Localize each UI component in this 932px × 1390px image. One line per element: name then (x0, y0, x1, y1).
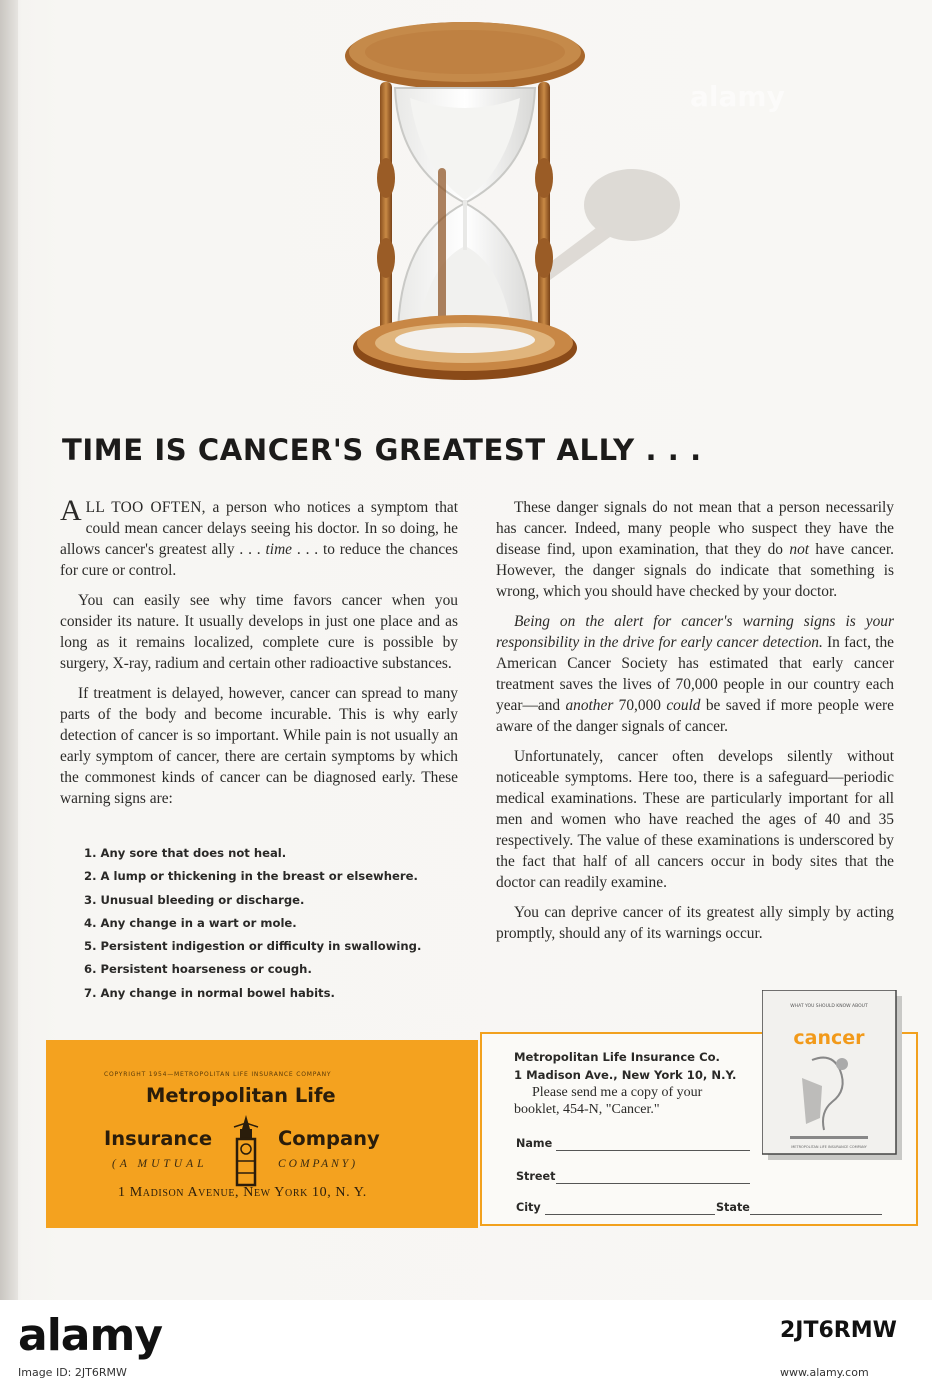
warning-sign: 1. Any sore that does not heal. (84, 846, 287, 860)
drop-cap: A (60, 494, 82, 527)
warning-sign: 6. Persistent hoarseness or cough. (84, 962, 312, 977)
booklet-publisher: METROPOLITAN LIFE INSURANCE COMPANY (791, 1145, 867, 1149)
state-field[interactable] (750, 1214, 882, 1215)
street-field-label: Street (516, 1170, 556, 1183)
warning-sign: 4. Any change in a wart or mole. (84, 915, 297, 930)
warning-sign: 3. Unusual bleeding or discharge. (84, 892, 305, 907)
warning-sign: 5. Persistent indigestion or difficulty in swallowing. (84, 939, 422, 954)
warning-signs-list (84, 846, 484, 1009)
intro-paragraph: ALL TOO OFTEN, a person who notices a symptom that could mean cancer delays seeing his doctor. In so doing, he allows cancer's greatest ally . . . time . . . to reduce the chances for cure or control. (60, 494, 459, 579)
stock-info-site: www.alamy.com (780, 1366, 869, 1379)
examinations-paragraph: Unfortunately, cancer often develops silently without noticeable symptoms. Here too, there is a safeguard—periodic medical examinations. These are particularly important for all men and women who have reached the ages of 40 and 35 respectively. The value of these examinations is underscored by the fact that half of all cancers occur in body sites that the doctor can readily examine. (496, 748, 894, 891)
treatment-paragraph: If treatment is delayed, however, cancer can spread to many parts of the body and become incurable. This is why early detection of cancer is so important. While pain is not usually an early symptom of cancer, there are certain symptoms by which the commonest kinds of cancer can be diagnosed early. These warning signs are: (60, 685, 458, 807)
hourglass-illustration (340, 18, 590, 386)
coupon-request-line1: Please send me a copy of your (532, 1085, 703, 1100)
right-text-column (496, 497, 894, 953)
coupon-request-line2: booklet, 454-N, "Cancer." (514, 1102, 660, 1117)
stock-image-id: 2JT6RMW (780, 1318, 897, 1343)
mutual-label-right: COMPANY) (278, 1158, 359, 1170)
warning-sign: 7. Any change in normal bowel habits. (84, 985, 335, 1000)
stock-info-line (18, 1366, 869, 1379)
cancer-booklet-illustration (762, 990, 902, 1160)
coupon-address: 1 Madison Ave., New York 10, N.Y. (514, 1068, 737, 1082)
alamy-logo: alamy (18, 1310, 162, 1361)
nature-paragraph: You can easily see why time favors cancer when you consider its nature. It usually develops in just one place and as long as it remains localized, complete cure is possible by surgery, X-ray, radium and certain other radioactive substances. (60, 592, 458, 672)
stock-info-id: Image ID: 2JT6RMW (18, 1366, 127, 1379)
watermark-top: alamy (690, 80, 785, 113)
booklet-top-text: WHAT YOU SHOULD KNOW ABOUT (790, 1004, 868, 1009)
alert-paragraph: Being on the alert for cancer's warning signs is your responsibility in the drive for early cancer detection. In fact, the American Cancer Society has estimated that early cancer treatment saves the lives of 70,000 people in our country each year—and another 70,000 could be saved if more people were aware of the danger signals of cancer. (496, 613, 895, 735)
company-insurance-word: Insurance (104, 1127, 213, 1150)
company-company-word: Company (278, 1127, 380, 1150)
left-text-column (60, 494, 459, 818)
danger-signals-paragraph: These danger signals do not mean that a person necessarily has cancer. Indeed, many people who suspect they have the disease find, upon examination, that they do not have cancer. However, the danger signals do indicate that something is wrong, which you should have checked by your doctor. (496, 499, 894, 600)
warning-sign: 2. A lump or thickening in the breast or elsewhere. (84, 869, 418, 884)
street-field[interactable] (556, 1183, 750, 1184)
state-field-label: State (716, 1201, 750, 1214)
booklet-title: cancer (793, 1027, 865, 1049)
copyright-line: COPYRIGHT 1954—METROPOLITAN LIFE INSURANCE COMPANY (104, 1071, 332, 1078)
headline: TIME IS CANCER'S GREATEST ALLY . . . (62, 433, 702, 467)
closing-paragraph: You can deprive cancer of its greatest ally simply by acting promptly, should any of its warnings occur. (496, 904, 894, 942)
mutual-label-left: (A MUTUAL (112, 1158, 208, 1170)
city-field-label: City (516, 1201, 541, 1214)
tower-logo-icon (228, 1115, 264, 1187)
name-field-label: Name (516, 1137, 553, 1150)
company-name: Metropolitan Life (146, 1084, 336, 1107)
city-field[interactable] (545, 1214, 715, 1215)
company-address: 1 Madison Avenue, New York 10, N. Y. (118, 1185, 367, 1200)
page-gutter-shadow (0, 0, 18, 1300)
coupon-title: Metropolitan Life Insurance Co. (514, 1050, 720, 1064)
name-field[interactable] (556, 1150, 750, 1151)
